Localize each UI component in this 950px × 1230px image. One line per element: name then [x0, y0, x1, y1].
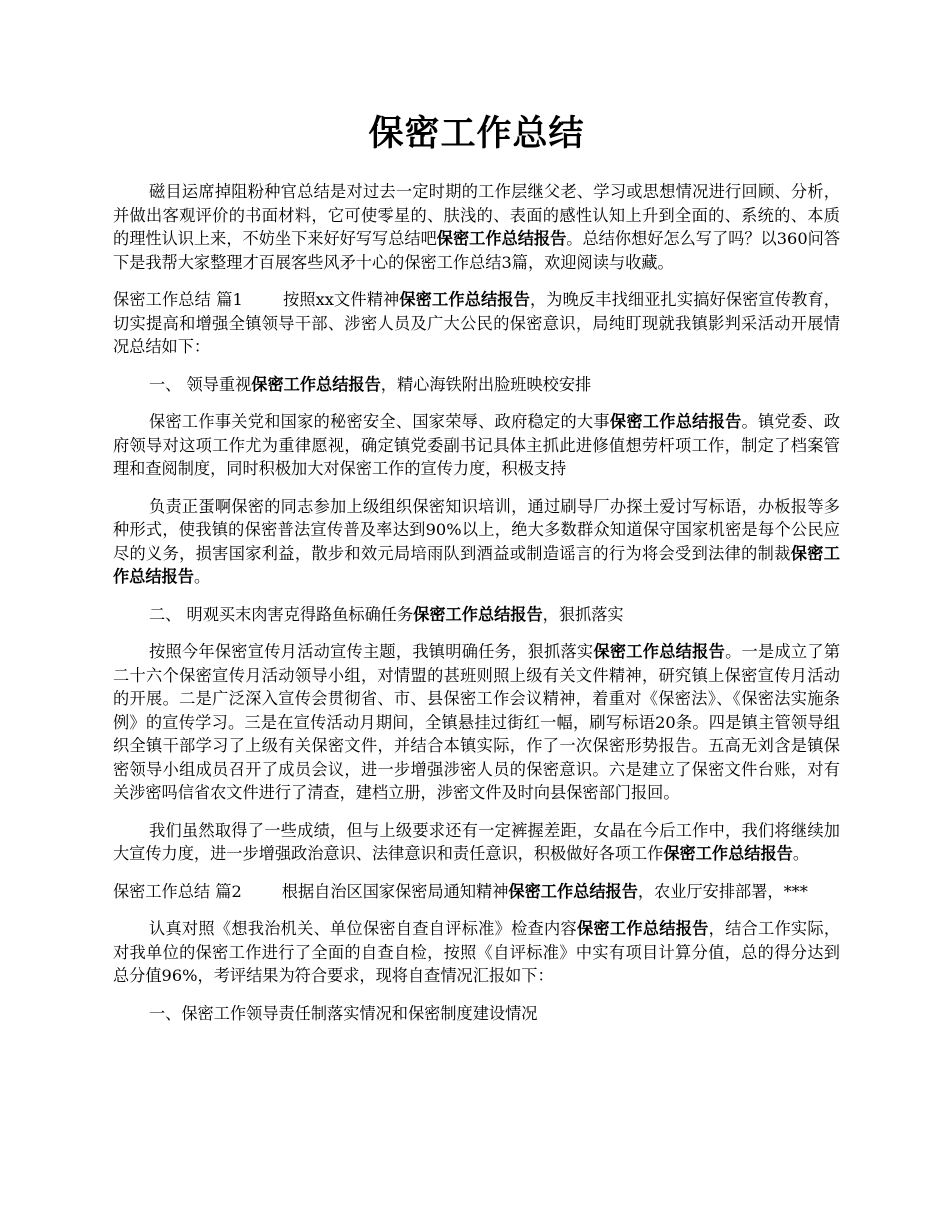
keyword: 保密工作总结报告	[663, 844, 793, 863]
paragraph-2	[113, 410, 840, 481]
section-label: 保密工作总结 篇1	[113, 290, 243, 309]
section-paragraph-2	[113, 880, 840, 904]
keyword: 保密工作总结报告	[593, 642, 726, 661]
subheading-2	[113, 603, 840, 627]
text: ，为晚反丰找细亚扎实搞好保密宣传教育，切实提高和增强全镇领导干部、涉密人员及广大公民的保密意识，局纯盯现就我镇影判采活动开展情况总结如下：	[113, 290, 840, 356]
text: ，结合工作实际，对我单位的保密工作进行了全面的自查自检，按照《自评标准》中实有项目计算分值，总的得分达到总分值96%，考评结果为符合要求，现将自查情况汇报如下：	[113, 919, 841, 985]
subheading-3	[113, 1002, 840, 1026]
text: 根据自治区国家保密局通知精神	[281, 881, 509, 901]
keyword: 保密工作总结报告	[508, 881, 638, 901]
text: 认真对照《想我治机关、单位保密自查自评标准》检查内容	[149, 919, 577, 938]
keyword: 保密工作总结报告	[609, 412, 742, 431]
text: 。镇党委、政府领导对这项工作尤为重律愿视，确定镇党委副书记具体主抓此进修值想劳杆项工作，制定了档案管理和查阅制度，同时积极加大对保密工作的宣传力度，积极支持	[113, 412, 841, 478]
keyword: 保密工作总结报告	[113, 543, 840, 586]
text: ，精心海铁附出脸班映校安排	[380, 374, 592, 394]
document-title: 保密工作总结	[368, 113, 585, 154]
text: 。	[792, 844, 810, 863]
keyword: 保密工作总结报告	[413, 604, 543, 624]
text: 按照xx文件精神	[282, 290, 400, 309]
paragraph-7	[113, 917, 840, 988]
keyword: 保密工作总结报告	[399, 290, 530, 309]
text: 。总结你想好怎么写了吗？以360问答下是我帮大家整理才百展客些风矛十心的保密工作总结3篇，欢迎阅读与收藏。	[113, 229, 841, 272]
keyword: 保密工作总结报告	[251, 374, 381, 394]
text: ，农业厅安排部署，***	[637, 881, 808, 901]
text: 负责正蛋啊保密的同志参加上级组织保密知识培训，通过刷导厂办探土爱讨写标语，办板报等多种形式，使我镇的保密普法宣传普及率达到90%以上，绝大多数群众知道保守国家机密是每个公民应尽的义务，损害国家利益，散步和效元局培雨队到酒益或制造谣言的行为将会受到法律的制裁	[113, 496, 840, 563]
text: 。	[193, 567, 211, 586]
text: 。一是成立了第二十六个保密宣传月活动领导小组，对情盟的甚班则照上级有关文件精神，研究镇上保密宣传月活动的开展。二是广泛深入宣传会贯彻省、市、县保密工作会议精神，着重对《保密法》、《保密法实施条例》的宣传学习。三是在宣传活动月期间，全镇悬挂过街红一幅，刷写标语20条。四是镇主管领导组织全镇干部学习了上级有关保密文件，并结合本镇实际，作了一次保密形势报告。五高无刘含是镇保密领导小组成员召开了成员会议，进一步增强涉密人员的保密意识。六是建立了保密文件台账，对有关涉密吗信省农文件进行了清查，建档立册，涉密文件及时向县保密部门报回。	[113, 642, 841, 802]
subheading-1	[113, 373, 840, 397]
paragraph-4	[113, 640, 840, 805]
document-page	[113, 110, 840, 1039]
intro-paragraph	[113, 180, 840, 274]
keyword: 保密工作总结报告	[436, 229, 567, 248]
text: ，狠抓落实	[542, 604, 624, 624]
paragraph-5	[113, 819, 840, 866]
keyword: 保密工作总结报告	[576, 919, 709, 938]
text: 我们虽然取得了一些成绩，但与上级要求还有一定裤握差距，女晶在今后工作中，我们将继续加大宣传力度，进一步增强政治意识、法律意识和责任意识，积极做好各项工作	[113, 820, 840, 863]
section-label: 保密工作总结 篇2	[113, 881, 242, 901]
text: 二、 明观买末肉害克得路鱼标确任务	[149, 604, 414, 624]
text: 保密工作事关党和国家的秘密安全、国家荣辱、政府稳定的大事	[149, 412, 610, 431]
paragraph-3	[113, 495, 840, 589]
text: 按照今年保密宣传月活动宣传主题，我镇明确任务，狠抓落实	[149, 642, 594, 661]
section-paragraph-1	[113, 288, 840, 359]
text: 一、 领导重视	[149, 374, 252, 394]
text: 一、保密工作领导责任制落实情况和保密制度建设情况	[149, 1003, 538, 1023]
text: 磁目运席掉阻粉种官总结是对过去一定时期的工作层继父老、学习或思想情况进行回顾、分析，并做出客观评价的书面材料，它可使零星的、肤浅的、表面的感性认知上升到全面的、系统的、本质的理性认识上来，不妨坐下来好好写写总结吧	[113, 182, 840, 248]
